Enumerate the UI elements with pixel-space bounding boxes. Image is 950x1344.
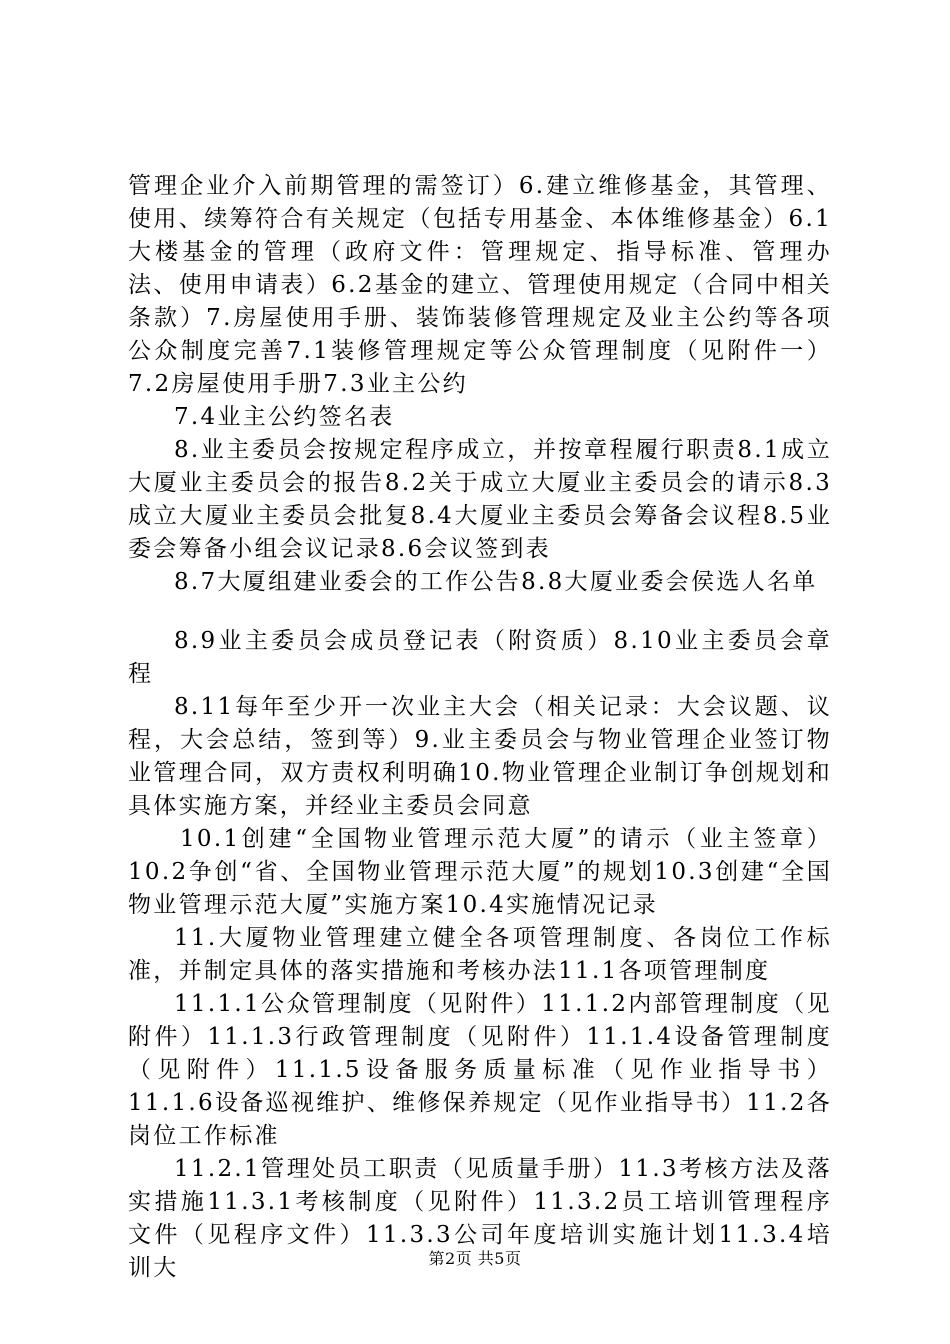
paragraph-staff-duties: 11.2.1管理处员工职责（见质量手册）11.3考核方法及落实措施11.3.1考核制度（见附件）11.3.2员工培训管理程序文件（见程序文件）11.3.3公司年度培训实施计划11.3.4培训大 <box>128 1156 832 1281</box>
paragraph-owner-pledge-signatures: 7.4业主公约签名表 <box>174 404 395 430</box>
document-body <box>128 170 832 1285</box>
paragraph-maintenance-fund: 管理企业介入前期管理的需签订）6.建立维修基金，其管理、使用、续筹符合有关规定（包括专用基金、本体维修基金）6.1大楼基金的管理（政府文件：管理规定、指导标准、管理办法、使用申请表）6.2基金的建立、管理使用规定（合同中相关条款）7.房屋使用手册、装饰装修管理规定及业主公约等各项公众制度完善7.1装修管理规定等公众管理制度（见附件一）7.2房屋使用手册7.3业主公约 <box>128 173 832 397</box>
page-number-footer: 第2页 共5页 <box>428 1249 522 1268</box>
paragraph-annual-owners-meeting: 8.11每年至少开一次业主大会（相关记录：大会议题、议程，大会总结，签到等）9.业主委员会与物业管理企业签订物业管理合同，双方责权利明确10.物业管理企业制订争创规划和具体实施方案，并经业主委员会同意 <box>128 694 832 819</box>
paragraph-committee-registration: 8.9业主委员会成员登记表（附资质）8.10业主委员会章程 <box>128 628 832 687</box>
paragraph-owners-committee: 8.业主委员会按规定程序成立，并按章程履行职责8.1成立大厦业主委员会的报告8.2关于成立大厦业主委员会的请示8.3成立大厦业主委员会批复8.4大厦业主委员会筹备会议程8.5业委会筹备小组会议记录8.6会议签到表 <box>128 437 832 562</box>
paragraph-management-rules: 11.1.1公众管理制度（见附件）11.1.2内部管理制度（见附件）11.1.3行政管理制度（见附件）11.1.4设备管理制度（见附件）11.1.5设备服务质量标准（见作业指导书）11.1.6设备巡视维护、维修保养规定（见作业指导书）11.2各岗位工作标准 <box>128 991 832 1149</box>
paragraph-model-building-plan: 10.1创建“全国物业管理示范大厦”的请示（业主签章）10.2争创“省、全国物业管理示范大厦”的规划10.3创建“全国物业管理示范大厦”实施方案10.4实施情况记录 <box>128 826 832 918</box>
paragraph-committee-announcement: 8.7大厦组建业委会的工作公告8.8大厦业委会侯选人名单 <box>174 569 818 595</box>
paragraph-management-system: 11.大厦物业管理建立健全各项管理制度、各岗位工作标准，并制定具体的落实措施和考核办法11.1各项管理制度 <box>128 925 832 984</box>
